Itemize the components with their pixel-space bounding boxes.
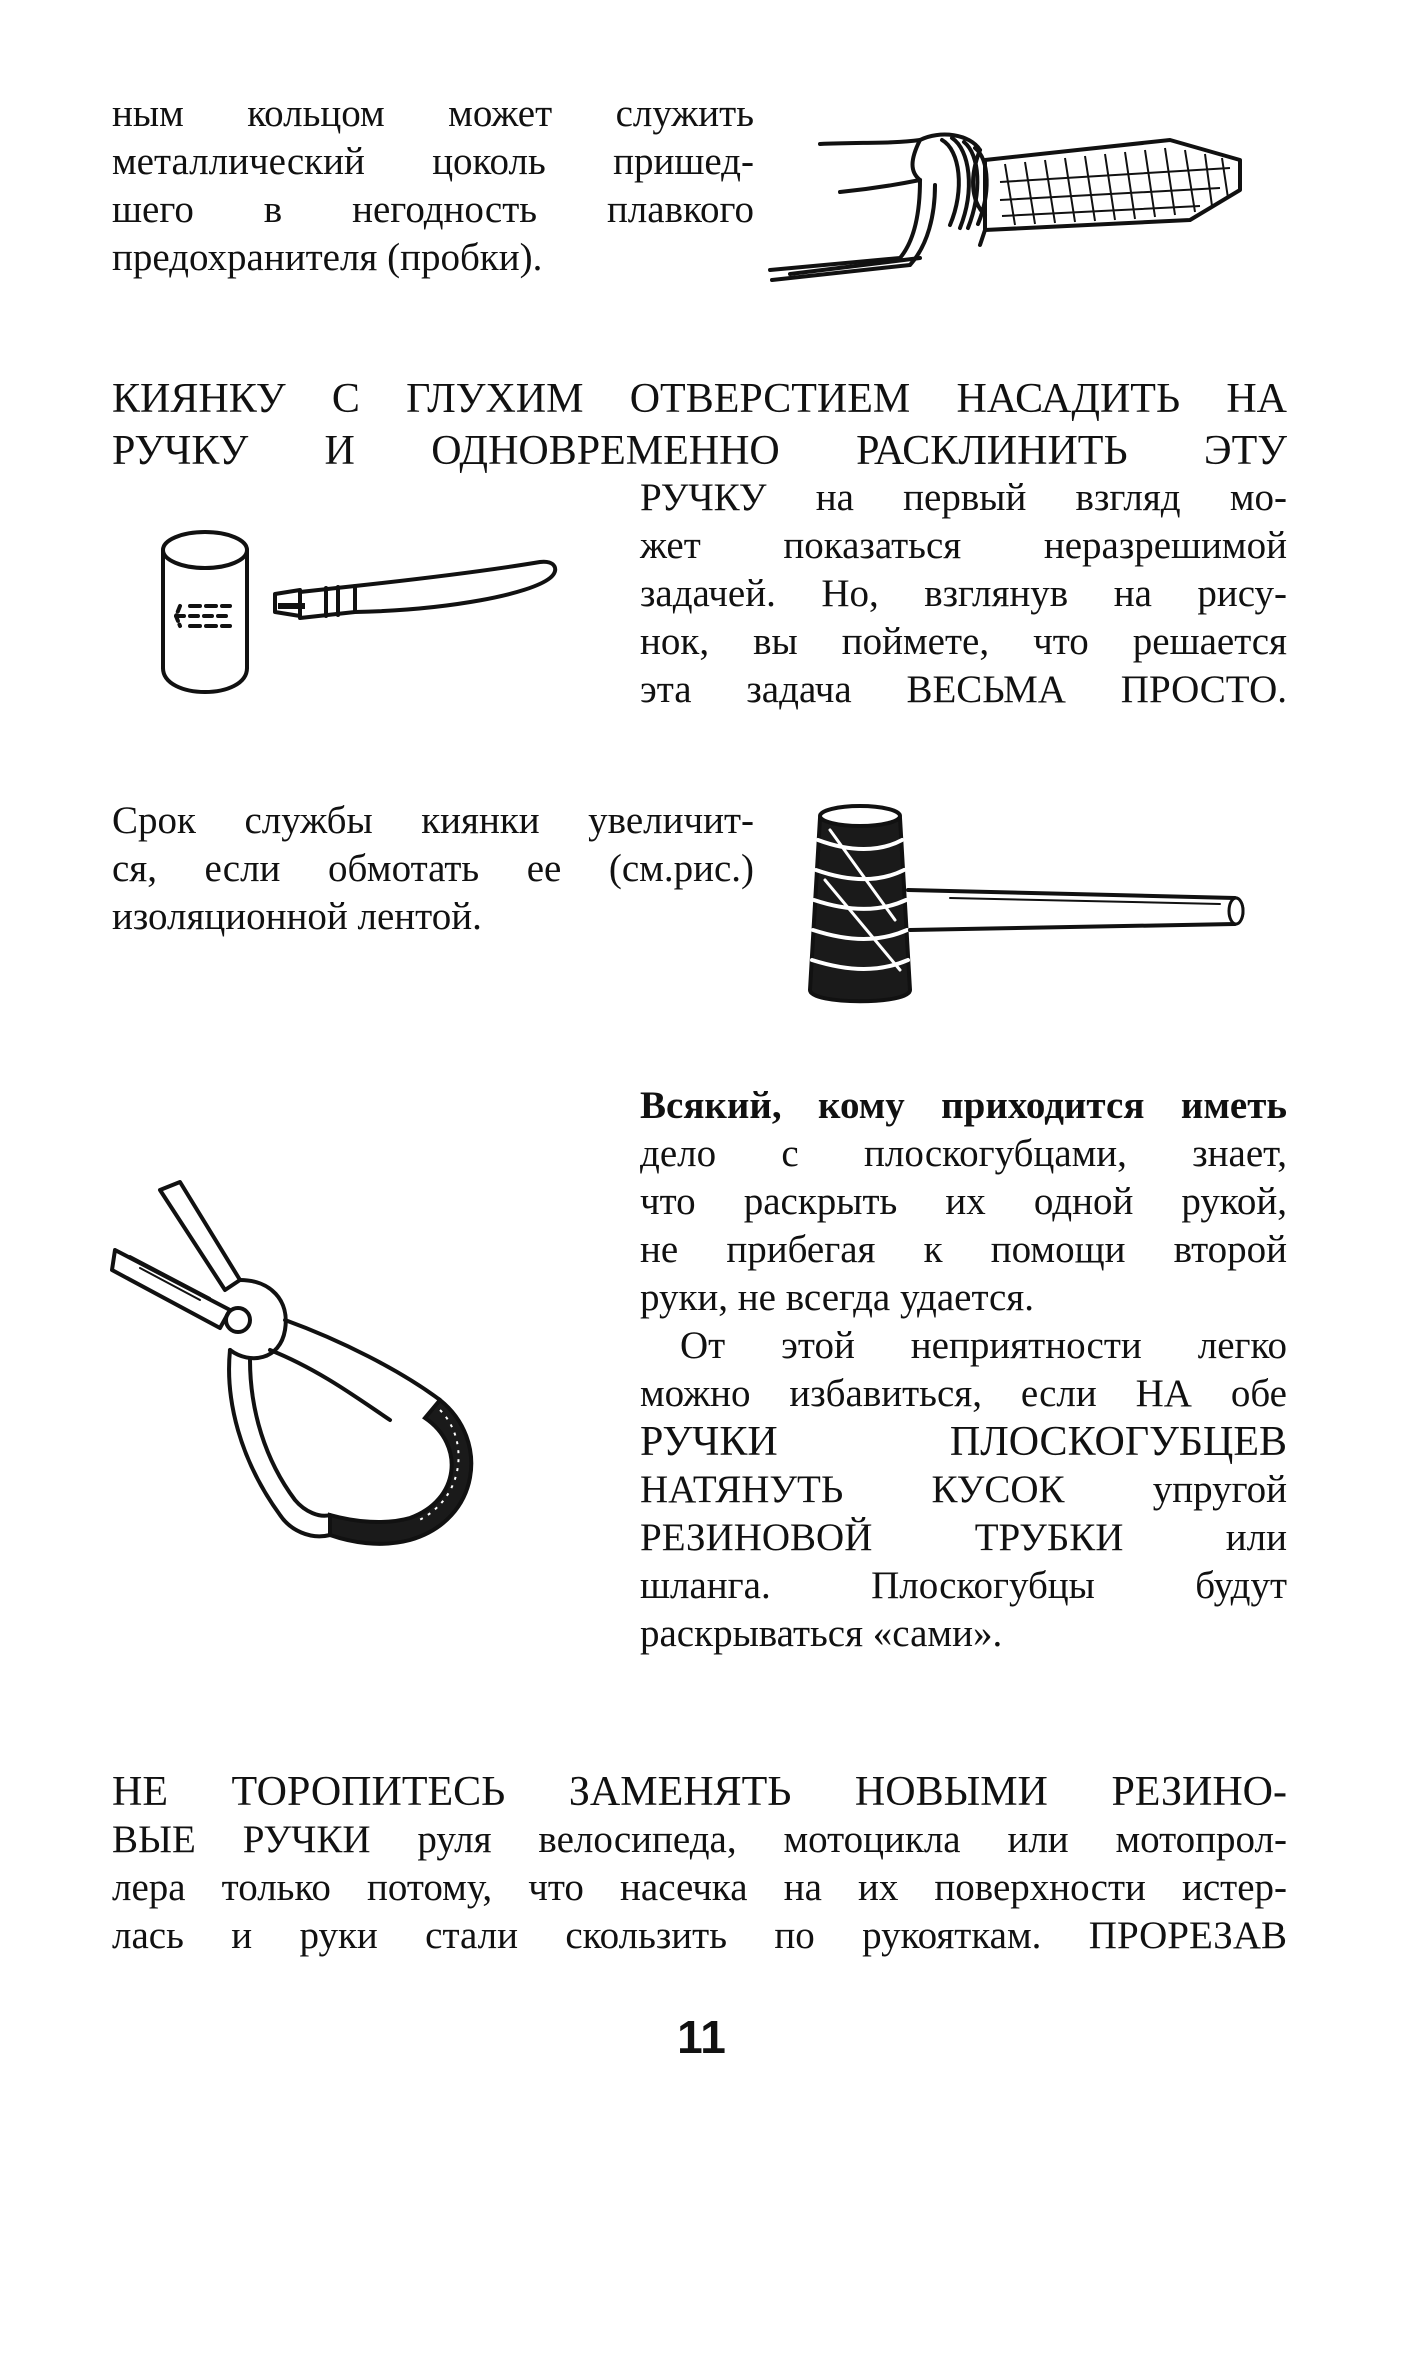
text-line: предохранителя (пробки). (112, 236, 543, 279)
text-line: можно избавиться, если НА обе (640, 1372, 1287, 1415)
text-line: Срок службы киянки увеличит- (112, 799, 754, 842)
text-line: РЕЗИНОВОЙ ТРУБКИ или (640, 1516, 1287, 1559)
pliers-with-rubber-tube-illustration (110, 1170, 580, 1570)
text-line: НАТЯНУТЬ КУСОК упругой (640, 1468, 1287, 1511)
text-line: Всякий, кому приходится иметь (640, 1084, 1287, 1127)
file-with-ferrule-illustration (770, 120, 1250, 290)
text-line: ВЫЕ РУЧКИ руля велосипеда, мотоцикла или мотопрол- (112, 1818, 1287, 1861)
text-line: не прибегая к помощи второй (640, 1228, 1287, 1271)
heading-line: КИЯНКУ С ГЛУХИМ ОТВЕРСТИЕМ НАСАДИТЬ НА (112, 376, 1287, 422)
text-line: ся, если обмотать ее (см.рис.) (112, 847, 754, 890)
text-line: нок, вы поймете, что решается (640, 620, 1287, 663)
taped-mallet-illustration (800, 800, 1250, 1010)
text-line: раскрываться «сами». (640, 1612, 1003, 1655)
text-line: эта задача ВЕСЬМА ПРОСТО. (640, 668, 1287, 711)
text-line: лера только потому, что насечка на их поверхности истер- (112, 1866, 1287, 1909)
paragraph-mallet-tape (112, 797, 754, 941)
text-line: РУЧКУ на первый взгляд мо- (640, 476, 1287, 519)
text-line: лась и руки стали скользить по рукояткам. ПРОРЕЗАВ (112, 1914, 1287, 1957)
text-line: жет показаться неразрешимой (640, 524, 1287, 567)
page-number: 11 (677, 2011, 726, 2063)
text-line: шланга. Плоскогубцы будут (640, 1564, 1287, 1607)
text-line: НЕ ТОРОПИТЕСЬ ЗАМЕНЯТЬ НОВЫМИ РЕЗИНО- (112, 1769, 1287, 1815)
text-line: задачей. Но, взглянув на рису- (640, 572, 1287, 615)
text-line: От этой неприятности легко (680, 1324, 1287, 1367)
text-line: дело с плоскогубцами, знает, (640, 1132, 1287, 1175)
text-line: металлический цоколь пришед- (112, 140, 754, 183)
text-line: шего в негодность плавкого (112, 188, 754, 231)
heading-mallet-handle (112, 373, 1287, 477)
heading-line: РУЧКУ И ОДНОВРЕМЕННО РАСКЛИНИТЬ ЭТУ (112, 428, 1287, 474)
text-line: что раскрыть их одной рукой, (640, 1180, 1287, 1223)
text-line: ным кольцом может служить (112, 92, 754, 135)
text-line: РУЧКИ ПЛОСКОГУБЦЕВ (640, 1419, 1287, 1465)
paragraph-mallet-handle (640, 474, 1287, 714)
paragraph-pliers (640, 1082, 1287, 1658)
paragraph-ferrule (112, 90, 754, 282)
mallet-head-and-handle-illustration (150, 520, 600, 700)
text-line: изоляционной лентой. (112, 895, 482, 938)
paragraph-rubber-grips (112, 1768, 1287, 1960)
text-line: руки, не всегда удается. (640, 1276, 1034, 1319)
